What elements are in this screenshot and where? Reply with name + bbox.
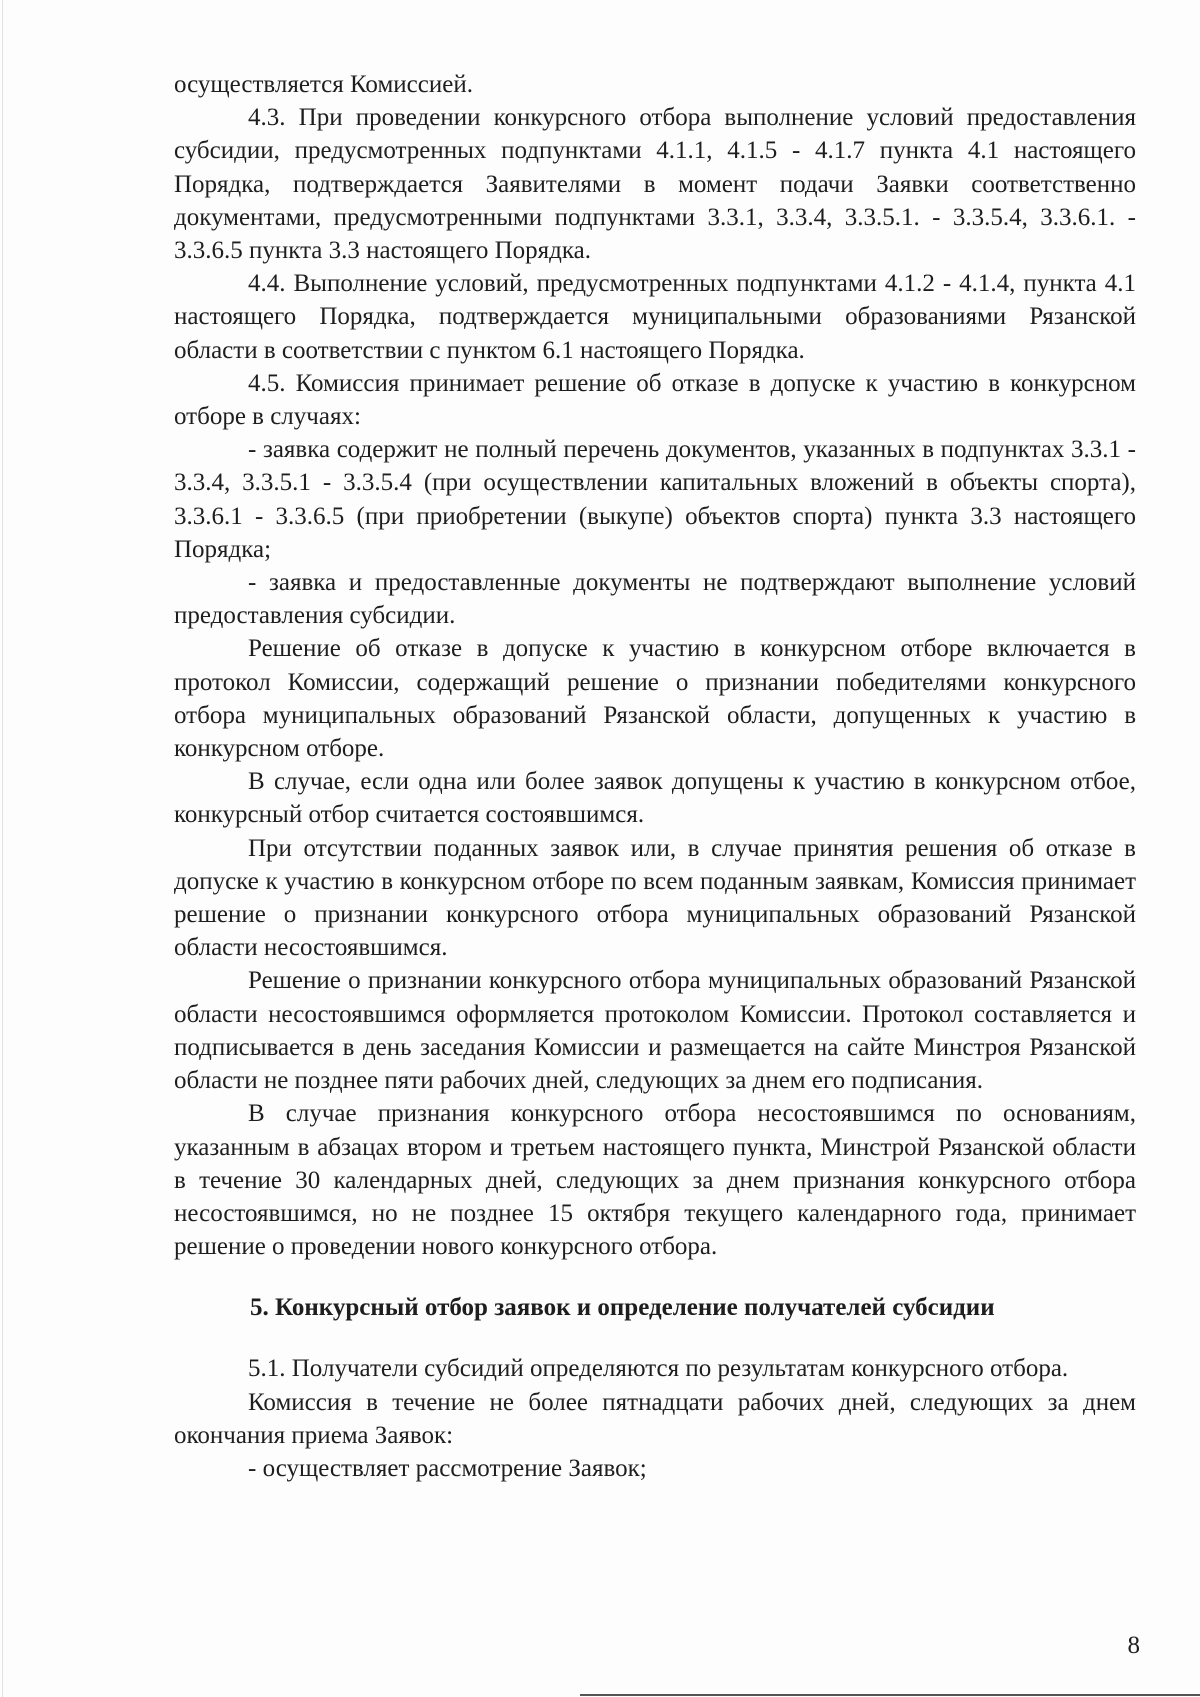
paragraph: При отсутствии поданных заявок или, в случае принятия решения об отказе в допуске к участию в конкурсном отборе по всем поданным заявкам, Комиссия принимает решение о признании конкурсного отбора муниципальных образований Рязанской области несостоявшимся. [174, 834, 1136, 962]
paragraph: 4.5. Комиссия принимает решение об отказе в допуске к участию в конкурсном отборе в случаях: [174, 369, 1136, 431]
paragraphs-after-heading [174, 1352, 1136, 1485]
paragraph: 4.3. При проведении конкурсного отбора выполнение условий предоставления субсидии, предусмотренных подпунктами 4.1.1, 4.1.5 - 4.1.7 пункта 4.1 настоящего Порядка, подтверждается Заявителями в момент подачи Заявки соответственно документами, предусмотренными подпунктами 3.3.1, 3.3.4, 3.3.5.1. - 3.3.5.4, 3.3.6.1. - 3.3.6.5 пункта 3.3 настоящего Порядка. [174, 104, 1136, 265]
paragraph: В случае признания конкурсного отбора несостоявшимся по основаниям, указанным в абзацах втором и третьем настоящего пункта, Минстрой Рязанской области в течение 30 календарных дней, следующих за днем признания конкурсного отбора несостоявшимся, но не позднее 15 октября текущего календарного года, принимает решение о проведении нового конкурсного отбора. [174, 1100, 1136, 1261]
document-body [174, 68, 1136, 1485]
paragraph: Решение об отказе в допуске к участию в конкурсном отборе включается в протокол Комиссии, содержащий решение о признании победителями конкурсного отбора муниципальных образований Рязанской области, допущенных к участию в конкурсном отборе. [174, 635, 1136, 763]
paragraph: - заявка и предоставленные документы не подтверждают выполнение условий предоставления субсидии. [174, 569, 1136, 630]
scan-bottom-edge [580, 1694, 1200, 1696]
page-number: 8 [1127, 1632, 1140, 1659]
paragraphs-before-heading [174, 68, 1136, 1263]
paragraph: - осуществляет рассмотрение Заявок; [248, 1454, 647, 1482]
paragraph: 4.4. Выполнение условий, предусмотренных подпунктами 4.1.2 - 4.1.4, пункта 4.1 настоящего Порядка, подтверждается муниципальными образованиями Рязанской области в соответствии с пунктом 6.1 настоящего Порядка. [174, 270, 1136, 364]
paragraph: В случае, если одна или более заявок допущены к участию в конкурсном отбое, конкурсный отбор считается состоявшимся. [174, 768, 1136, 829]
paragraph: осуществляется Комиссией. [174, 71, 473, 98]
paragraph: - заявка содержит не полный перечень документов, указанных в подпунктах 3.3.1 - 3.3.4, 3.3.5.1 - 3.3.5.4 (при осуществлении капитальных вложений в объекты спорта), 3.3.6.1 - 3.3.6.5 (при приобретении (выкупе) объектов спорта) пункта 3.3 настоящего Порядка; [174, 436, 1136, 563]
scan-edge-line [2, 0, 3, 1697]
paragraph: 5.1. Получатели субсидий определяются по результатам конкурсного отбора. [248, 1355, 1069, 1383]
paragraph: Решение о признании конкурсного отбора муниципальных образований Рязанской области несостоявшимся оформляется протоколом Комиссии. Протокол составляется и подписывается в день заседания Комиссии и размещается на сайте Минстроя Рязанской области не позднее пяти рабочих дней, следующих за днем его подписания. [174, 967, 1136, 1095]
section-heading: 5. Конкурсный отбор заявок и определение получателей субсидии [250, 1294, 995, 1322]
paragraph: Комиссия в течение не более пятнадцати рабочих дней, следующих за днем окончания приема Заявок: [174, 1388, 1136, 1449]
